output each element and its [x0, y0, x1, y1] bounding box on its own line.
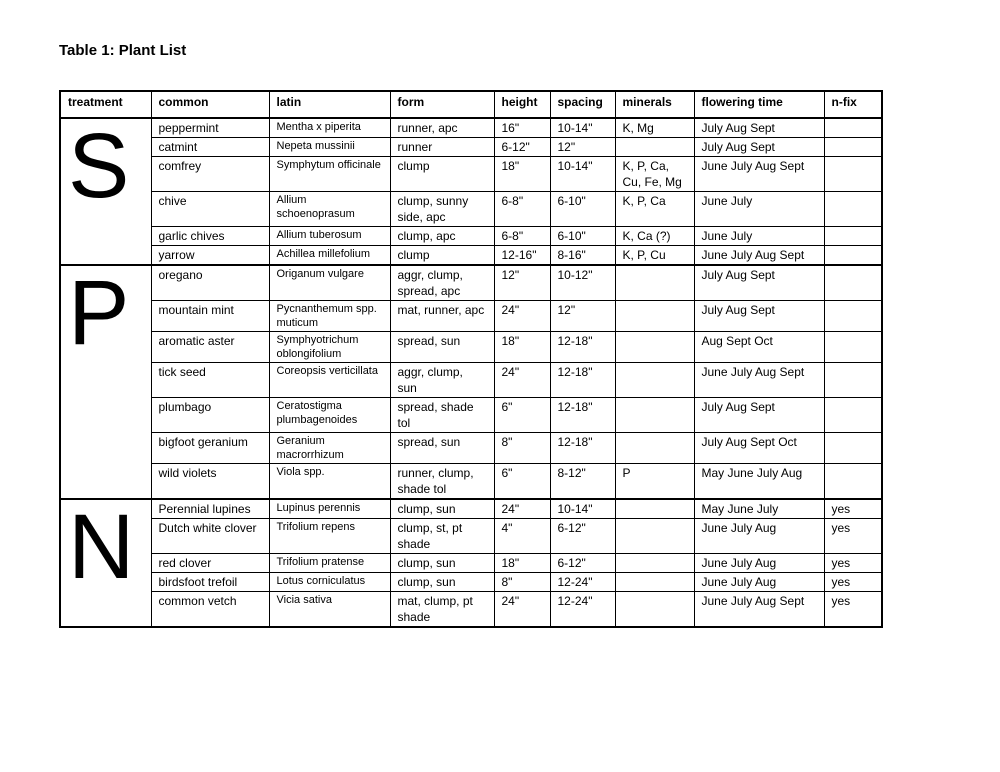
cell-minerals: K, P, Cu — [615, 246, 694, 266]
cell-spacing: 12" — [550, 138, 615, 157]
cell-minerals: K, Mg — [615, 118, 694, 138]
cell-height: 12" — [494, 265, 550, 301]
cell-n-fix — [824, 227, 882, 246]
cell-height: 24" — [494, 301, 550, 332]
cell-spacing: 10-14" — [550, 118, 615, 138]
cell-latin: Achillea millefolium — [269, 246, 390, 266]
cell-flowering-time: June July Aug Sept — [694, 592, 824, 628]
cell-minerals — [615, 265, 694, 301]
table-row — [60, 573, 882, 592]
cell-height: 24" — [494, 363, 550, 398]
cell-minerals — [615, 573, 694, 592]
cell-n-fix — [824, 464, 882, 500]
cell-common: birdsfoot trefoil — [151, 573, 269, 592]
cell-common: oregano — [151, 265, 269, 301]
cell-minerals: K, Ca (?) — [615, 227, 694, 246]
table-row — [60, 433, 882, 464]
header-treatment: treatment — [60, 91, 151, 118]
table-row — [60, 265, 882, 301]
cell-minerals — [615, 519, 694, 554]
cell-flowering-time: June July Aug Sept — [694, 157, 824, 192]
cell-latin: Coreopsis verticillata — [269, 363, 390, 398]
header-form: form — [390, 91, 494, 118]
cell-common: Dutch white clover — [151, 519, 269, 554]
cell-common: comfrey — [151, 157, 269, 192]
cell-common: yarrow — [151, 246, 269, 266]
cell-spacing: 6-12" — [550, 519, 615, 554]
cell-latin: Lupinus perennis — [269, 499, 390, 519]
table-row — [60, 301, 882, 332]
cell-flowering-time: Aug Sept Oct — [694, 332, 824, 363]
cell-spacing: 8-16" — [550, 246, 615, 266]
table-row — [60, 227, 882, 246]
cell-spacing: 6-10" — [550, 192, 615, 227]
cell-common: catmint — [151, 138, 269, 157]
cell-form: spread, sun — [390, 332, 494, 363]
cell-common: wild violets — [151, 464, 269, 500]
cell-common: plumbago — [151, 398, 269, 433]
cell-latin: Lotus corniculatus — [269, 573, 390, 592]
cell-latin: Allium schoenoprasum — [269, 192, 390, 227]
cell-flowering-time: July Aug Sept — [694, 138, 824, 157]
table-row — [60, 363, 882, 398]
cell-spacing: 6-10" — [550, 227, 615, 246]
cell-spacing: 12-18" — [550, 398, 615, 433]
cell-form: mat, runner, apc — [390, 301, 494, 332]
cell-form: aggr, clump, sun — [390, 363, 494, 398]
cell-minerals — [615, 138, 694, 157]
cell-flowering-time: June July Aug — [694, 519, 824, 554]
cell-height: 6-12" — [494, 138, 550, 157]
cell-flowering-time: May June July Aug — [694, 464, 824, 500]
header-n-fix: n-fix — [824, 91, 882, 118]
cell-spacing: 12-18" — [550, 363, 615, 398]
cell-form: clump — [390, 157, 494, 192]
cell-n-fix: yes — [824, 554, 882, 573]
cell-height: 24" — [494, 592, 550, 628]
cell-latin: Trifolium repens — [269, 519, 390, 554]
cell-n-fix — [824, 118, 882, 138]
cell-height: 6-8" — [494, 192, 550, 227]
cell-latin: Viola spp. — [269, 464, 390, 500]
cell-latin: Geranium macrorrhizum — [269, 433, 390, 464]
cell-minerals — [615, 301, 694, 332]
cell-latin: Pycnanthemum spp. muticum — [269, 301, 390, 332]
cell-common: chive — [151, 192, 269, 227]
table-row — [60, 332, 882, 363]
cell-latin: Vicia sativa — [269, 592, 390, 628]
header-latin: latin — [269, 91, 390, 118]
cell-height: 18" — [494, 332, 550, 363]
cell-spacing: 12-24" — [550, 573, 615, 592]
cell-flowering-time: July Aug Sept — [694, 398, 824, 433]
cell-height: 6" — [494, 398, 550, 433]
cell-flowering-time: June July Aug Sept — [694, 246, 824, 266]
cell-form: clump — [390, 246, 494, 266]
table-row — [60, 592, 882, 628]
cell-common: common vetch — [151, 592, 269, 628]
table-row — [60, 118, 882, 138]
header-common: common — [151, 91, 269, 118]
cell-minerals: P — [615, 464, 694, 500]
header-height: height — [494, 91, 550, 118]
cell-minerals — [615, 499, 694, 519]
cell-form: spread, shade tol — [390, 398, 494, 433]
cell-n-fix — [824, 265, 882, 301]
cell-form: mat, clump, pt shade — [390, 592, 494, 628]
cell-spacing: 6-12" — [550, 554, 615, 573]
cell-n-fix — [824, 363, 882, 398]
cell-flowering-time: June July — [694, 227, 824, 246]
table-row — [60, 157, 882, 192]
table-row — [60, 519, 882, 554]
cell-flowering-time: June July Aug — [694, 573, 824, 592]
header-minerals: minerals — [615, 91, 694, 118]
cell-minerals — [615, 363, 694, 398]
cell-form: spread, sun — [390, 433, 494, 464]
cell-flowering-time: July Aug Sept Oct — [694, 433, 824, 464]
cell-form: runner — [390, 138, 494, 157]
cell-n-fix — [824, 398, 882, 433]
cell-height: 18" — [494, 554, 550, 573]
cell-flowering-time: July Aug Sept — [694, 301, 824, 332]
cell-form: aggr, clump, spread, apc — [390, 265, 494, 301]
cell-minerals: K, P, Ca — [615, 192, 694, 227]
table-body — [60, 115, 882, 627]
table-row — [60, 138, 882, 157]
table-row — [60, 499, 882, 519]
plant-list-table — [59, 90, 883, 628]
cell-latin: Mentha x piperita — [269, 118, 390, 138]
cell-height: 8" — [494, 573, 550, 592]
header-flowering-time: flowering time — [694, 91, 824, 118]
cell-n-fix — [824, 301, 882, 332]
cell-n-fix: yes — [824, 592, 882, 628]
cell-latin: Trifolium pratense — [269, 554, 390, 573]
treatment-letter: P — [60, 265, 151, 499]
cell-flowering-time: July Aug Sept — [694, 265, 824, 301]
table-row — [60, 192, 882, 227]
cell-common: red clover — [151, 554, 269, 573]
cell-n-fix — [824, 192, 882, 227]
cell-common: tick seed — [151, 363, 269, 398]
cell-form: runner, apc — [390, 118, 494, 138]
table-title: Table 1: Plant List — [59, 42, 187, 59]
cell-minerals — [615, 332, 694, 363]
cell-minerals — [615, 592, 694, 628]
cell-form: clump, sun — [390, 499, 494, 519]
cell-spacing: 10-12" — [550, 265, 615, 301]
cell-spacing: 8-12" — [550, 464, 615, 500]
cell-height: 6" — [494, 464, 550, 500]
cell-spacing: 12-18" — [550, 433, 615, 464]
cell-spacing: 12-18" — [550, 332, 615, 363]
cell-spacing: 12" — [550, 301, 615, 332]
cell-latin: Ceratostigma plumbagenoides — [269, 398, 390, 433]
cell-form: runner, clump, shade tol — [390, 464, 494, 500]
cell-n-fix — [824, 433, 882, 464]
cell-form: clump, st, pt shade — [390, 519, 494, 554]
cell-form: clump, sunny side, apc — [390, 192, 494, 227]
cell-n-fix — [824, 138, 882, 157]
header-spacing: spacing — [550, 91, 615, 118]
cell-flowering-time: July Aug Sept — [694, 118, 824, 138]
cell-flowering-time: June July Aug — [694, 554, 824, 573]
cell-height: 6-8" — [494, 227, 550, 246]
treatment-letter: S — [60, 118, 151, 265]
cell-latin: Symphyotrichum oblongifolium — [269, 332, 390, 363]
cell-spacing: 12-24" — [550, 592, 615, 628]
cell-latin: Allium tuberosum — [269, 227, 390, 246]
cell-n-fix: yes — [824, 519, 882, 554]
cell-n-fix — [824, 157, 882, 192]
cell-n-fix: yes — [824, 499, 882, 519]
cell-spacing: 10-14" — [550, 157, 615, 192]
cell-height: 4" — [494, 519, 550, 554]
cell-latin: Nepeta mussinii — [269, 138, 390, 157]
cell-minerals — [615, 433, 694, 464]
cell-common: peppermint — [151, 118, 269, 138]
treatment-letter: N — [60, 499, 151, 627]
cell-minerals — [615, 398, 694, 433]
cell-n-fix: yes — [824, 573, 882, 592]
cell-n-fix — [824, 332, 882, 363]
cell-n-fix — [824, 246, 882, 266]
cell-form: clump, sun — [390, 554, 494, 573]
cell-latin: Symphytum officinale — [269, 157, 390, 192]
cell-minerals — [615, 554, 694, 573]
cell-common: garlic chives — [151, 227, 269, 246]
cell-spacing: 10-14" — [550, 499, 615, 519]
cell-flowering-time: June July — [694, 192, 824, 227]
cell-latin: Origanum vulgare — [269, 265, 390, 301]
header-row — [60, 91, 882, 118]
cell-height: 16" — [494, 118, 550, 138]
cell-flowering-time: May June July — [694, 499, 824, 519]
cell-flowering-time: June July Aug Sept — [694, 363, 824, 398]
cell-height: 12-16" — [494, 246, 550, 266]
cell-height: 8" — [494, 433, 550, 464]
table-row — [60, 554, 882, 573]
cell-common: mountain mint — [151, 301, 269, 332]
cell-common: bigfoot geranium — [151, 433, 269, 464]
cell-common: aromatic aster — [151, 332, 269, 363]
table-row — [60, 398, 882, 433]
cell-height: 24" — [494, 499, 550, 519]
cell-form: clump, apc — [390, 227, 494, 246]
cell-minerals: K, P, Ca, Cu, Fe, Mg — [615, 157, 694, 192]
cell-form: clump, sun — [390, 573, 494, 592]
cell-height: 18" — [494, 157, 550, 192]
table-row — [60, 246, 882, 266]
table-row — [60, 464, 882, 500]
cell-common: Perennial lupines — [151, 499, 269, 519]
